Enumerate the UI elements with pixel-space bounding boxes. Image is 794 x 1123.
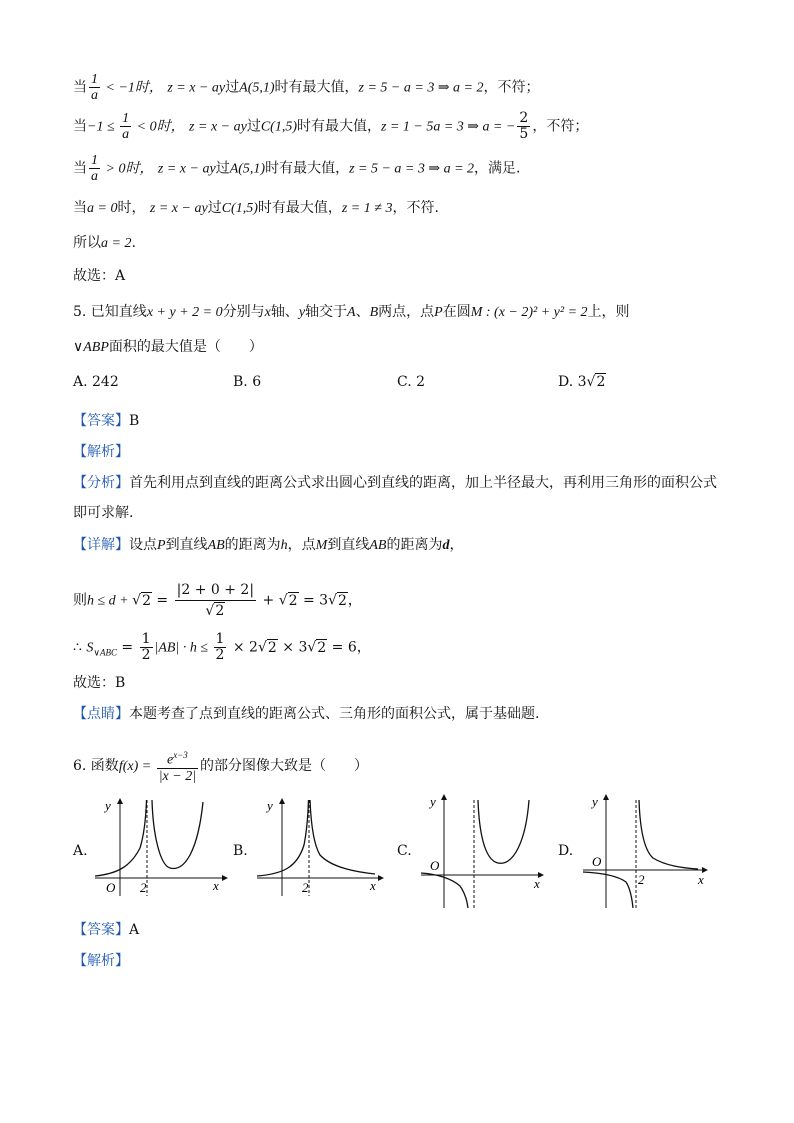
q5-calc-1: 则h ≤ d + √2 = $\frac{|2 + 0 + 2|}{√2}$ + √2 = 3√2， [73,582,362,619]
text: 本题考查了点到直线的距离公式、三角形的面积公式，属于基础题. [129,706,540,722]
text: 过 [225,79,240,96]
xiangjie-tag: 【详解】 [73,537,129,553]
graph-label-c: C. [397,843,412,859]
radicand: 2 [338,592,347,609]
q5-calc-2: ∴ $S_{\vee ABC}$ = $\frac{1}{2}$ |AB| · h ≤ $\frac{1}{2}$ × 2√2 × 3√2 = 6， [73,631,371,663]
tick-label: 2 [638,872,645,887]
fraction [89,72,100,103]
axis-y-label: y [592,794,598,809]
frac-den: a [91,169,98,184]
answer-tag: 【答案】 [73,413,129,429]
dianjing-tag: 【点睛】 [73,706,129,722]
text: 的距离为 [386,537,443,553]
text: < 0时， [133,119,185,135]
math: y [298,305,306,320]
frac-den: √2 [205,603,225,619]
axis-x-label: x [370,878,376,893]
math: d [442,538,450,553]
math: a = 0 [87,201,118,216]
q5-jiexi: 【解析】 [73,444,129,460]
math: z = x − ay [157,161,216,177]
choice-line: 故选：A [73,268,126,284]
math: ∨ABC [93,647,117,658]
radicand: 2 [288,592,298,609]
conclusion-line [73,233,136,254]
math: z = 1 ≠ 3 [341,201,393,216]
radicand: 2 [267,639,277,656]
text: 在圆 [442,304,471,320]
text: < −1时， [102,80,163,96]
q6-stem [73,748,368,784]
case-line-3 [73,153,521,184]
q5-dianjing [73,704,539,724]
radicand: 2 [215,603,225,619]
axis-x-label: x [534,876,540,891]
answer-value: A [129,922,140,938]
text: 当 [73,160,87,177]
case-line-1 [73,72,540,103]
text: 上，则 [587,304,630,320]
frac-num: 1 [215,631,225,647]
text: 时， [117,200,146,216]
sqrt-sign: √ [586,374,596,390]
math: = [116,639,138,656]
math: A [347,305,356,320]
axis-y-label: y [105,798,111,813]
frac-den: 2 [215,647,225,663]
case-line-2 [73,111,588,142]
math: + [258,592,279,609]
math: z = 5 − a = 3 ⇒ a = 2 [349,161,475,177]
text: 到直线 [327,537,370,553]
math: M [315,538,328,553]
axis-y-label: y [430,794,436,809]
radicand: 2 [142,592,151,609]
frac-num: 2 [519,110,529,126]
math: = 3 [298,592,329,609]
text: 当 [73,118,87,135]
frac-den: 5 [519,126,529,142]
math: ∨ABP [73,340,109,355]
math: P [434,305,443,320]
frac-num: |2 + 0 + 2| [175,580,256,601]
origin-label: O [592,854,602,869]
axis-x-label: x [213,878,219,893]
text: ， [356,639,371,656]
radicand: 2 [596,374,606,390]
math: −1 ≤ [87,119,119,135]
frac-num: 1 [91,72,98,87]
text: 时有最大值， [274,79,359,96]
graph-c [416,790,556,910]
q5-option-d [558,374,606,390]
math: f(x) = [118,758,155,774]
math: z = x − ay [149,201,208,216]
text: ，满足. [474,160,521,177]
math: z = x − ay [189,119,247,135]
math: a = 2 [101,236,132,251]
text: 到直线 [165,537,208,553]
math: h [280,538,288,553]
case-line-4 [73,198,439,219]
math: P [157,538,166,553]
radicand: 2 [317,639,327,656]
math: × 3 [277,639,308,656]
math: = 6 [327,639,357,656]
fraction [214,632,227,663]
text: 、 [355,304,370,320]
text: 过 [215,160,230,177]
math: AB [369,538,387,553]
origin-label: O [430,858,440,873]
tick-label: 2 [140,880,147,895]
axis-x-label: x [698,872,704,887]
text: 的距离为 [224,537,281,553]
graph-label-d: D. [558,843,574,859]
q6-jiexi: 【解析】 [73,953,129,969]
graph-d [578,790,718,910]
q5-stem-1 [73,302,630,323]
q6-answer [73,920,139,940]
text: 则 [73,592,87,609]
math: x [264,305,271,320]
fenxi-tag: 【分析】 [73,475,129,491]
math: S [86,640,94,656]
text: ， [347,592,362,609]
math: z = x − ay [167,80,226,96]
frac-den: 2 [141,647,151,663]
math: = [151,592,173,609]
math: A(5,1) [229,161,266,177]
tick-label: 2 [302,880,309,895]
math: B [369,305,379,320]
q5-fenxi-2: 即可求解. [73,505,134,521]
math: z = 1 − 5a = 3 ⇒ a = − [381,119,516,135]
frac-den: |x − 2| [158,768,197,784]
text: 的部分图像大致是（ ） [200,757,369,774]
graph-label-a: A. [73,843,88,859]
math: C(1,5) [221,201,258,216]
text: 过 [246,118,261,135]
math: C(1,5) [260,119,297,135]
answer-tag: 【答案】 [73,922,129,938]
q5-option-a: A. 242 [73,374,119,390]
origin-label: O [106,880,116,895]
fraction [175,580,256,621]
math: × 2 [228,639,258,656]
graph-a [90,790,230,900]
graph-b [252,790,392,900]
q5-xiangjie [73,535,463,556]
math: z = 5 − a = 3 ⇒ a = 2 [358,80,484,96]
text: ∴ [73,639,87,656]
q5-stem-2 [73,337,263,358]
q5-answer [73,411,139,431]
fraction [89,153,100,184]
text: 5. 已知直线 [73,304,147,320]
math: M : (x − 2)² + y² = 2 [470,305,588,320]
text: 时有最大值， [257,200,342,216]
math: AB [207,538,225,553]
text: 时有最大值， [265,160,350,177]
math: x−3 [173,750,188,760]
frac-num [157,748,198,769]
text: ，点 [287,537,316,553]
text: ，不符； [483,79,540,96]
text: 首先利用点到直线的距离公式求出圆心到直线的距离，加上半径最大，再利用三角形的面积公式 [129,475,717,491]
text: > 0时， [102,161,154,177]
fraction [157,748,198,784]
answer-value: B [129,413,140,429]
text: 时有最大值， [297,118,381,135]
text: 过 [207,200,222,216]
axis-y-label: y [267,798,273,813]
text: ，不符； [532,118,589,135]
text: 两点，点 [378,304,435,320]
math: A(5,1) [239,80,275,96]
text: . [131,235,136,251]
frac-num: 1 [141,631,151,647]
math: e [166,752,174,768]
text: D. 3 [558,374,587,390]
q5-guxuan: 故选：B [73,675,126,691]
fraction [120,111,131,142]
fraction [140,632,153,663]
text: ，不符. [392,200,439,216]
graph-label-b: B. [233,843,248,859]
frac-num: 1 [91,153,98,168]
frac-den: a [122,127,130,142]
math: h ≤ d + [87,593,133,609]
text: 所以 [73,235,101,251]
text: 6. 函数 [73,757,119,774]
text: 当 [73,200,87,216]
q5-option-b: B. 6 [233,374,262,390]
text: 分别与 [222,304,265,320]
math: |AB| · h ≤ [154,640,212,656]
text: 设点 [129,537,157,553]
q5-fenxi-1 [73,473,717,493]
text: 当 [73,79,87,96]
fraction [517,111,530,142]
q5-option-c: C. 2 [397,374,426,390]
math: x + y + 2 = 0 [146,305,223,320]
text: ， [449,537,464,553]
frac-den: a [91,88,98,103]
text: 轴交于 [305,304,348,320]
text: 轴、 [270,304,299,320]
frac-num: 1 [122,111,130,126]
text: 面积的最大值是（ ） [108,339,263,355]
